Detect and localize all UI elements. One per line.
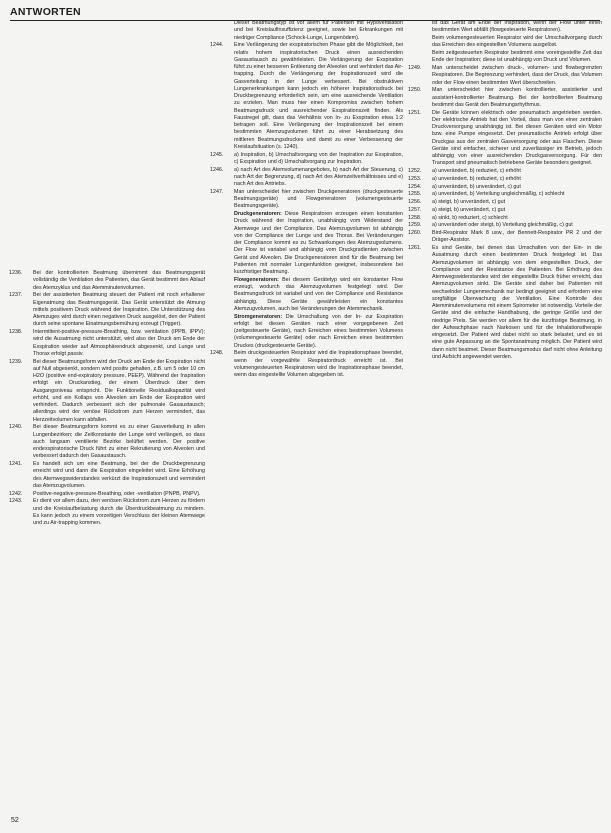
answer-number: 1244. xyxy=(210,42,224,49)
answer-entry xyxy=(408,87,602,109)
answer-text: Beim zeitgesteuerten Respirator bestimmt eine voreingestellte Zeit das Ende der Inspiration; diese ist unabhängig von Druck und Volumen. xyxy=(432,50,602,64)
answer-entry xyxy=(210,167,403,189)
answer-number: 1259. xyxy=(408,222,422,229)
answer-text: Man unterscheidet zwischen druck-, volumen- und flowbegrenzten Respiratoren. Die Begrenzung verhindert, dass der Druck, das Volumen oder der Flow einen bestimmten Wert überschreiten. xyxy=(432,65,602,86)
answer-text: a) unverändert, b) reduziert, c) erhöht xyxy=(432,168,521,174)
answer-subheading: Stromgeneratoren: xyxy=(234,313,283,320)
answer-number: 1247. xyxy=(210,188,224,195)
answer-number: 1237. xyxy=(9,292,23,299)
answer-number: 1258. xyxy=(408,214,422,221)
answer-body: Diese Respiratoren erzeugen einen konstanten Druck während der Inspiration, unabhängig vom Widerstand der Atemwege und der Compliance. Das Atemzugvolumen ist abhängig von der Compliance der Lunge und des Thorax. Bei Veränderungen der Compliance kommt es zu Schwankungen des Atemzugvolumens. Der Flow ist variabel und abhängig vom Druckgradienten zwischen Gerät und Alveolen. Die Druckgeneratoren sind für die Beatmung bei Patienten mit normaler Lungenfunktion geeignet, insbesondere bei kurzfristiger Beatmung. xyxy=(234,211,403,275)
answer-entry xyxy=(9,424,205,460)
answer-text: Bei der kontrollierten Beatmung übernimmt das Beatmungsgerät vollständig die Ventilation des Patienten, das Gerät bestimmt den Ablauf des Atemzyklus und das Atemminutenvolumen. xyxy=(33,270,205,291)
answer-number: 1240. xyxy=(9,424,23,431)
answer-text: a) unverändert, b) unverändert, c) gut xyxy=(432,183,521,190)
page-header: ANTWORTEN xyxy=(10,6,600,21)
answer-text xyxy=(234,314,403,350)
answer-number: 1261. xyxy=(408,245,422,251)
answer-text: Es sind Geräte, bei denen das Umschalten von der Ein- in die Ausatmung durch einen bestimmten Druck festgelegt ist. Das Atemzugvolumen ist abhängig von dem eingestellten Druck, der Compliance und der Resistance des Patienten. Bei Erhöhung des Atemwegswiderstandes wird der eingestellte Druck früher erreicht, das Atemzugvolumen sinkt. Die Geräte sind daher bei Patienten mit wechselnder Lungenmechanik nur bedingt geeignet und erfordern eine sorgfältige Überwachung der Ventilation. Eine Kontrolle des Atemminutenvolumens mit einem Spirometer ist notwendig. Vorteile der Geräte sind die einfache Handhabung, die geringe Größe und der niedrige Preis. Sie werden vor allem für die kurzfristige Beatmung, in der Aufwachphase nach Narkosen und für die Inhalationstherapie eingesetzt. Der Patient wird dabei nicht so stark belastet, und es ist eine gute Anpassung an die Spontanatmung möglich. Der Patient wird dann nicht beatmet. Dieser Beatmungsmodus darf nicht ohne Anleitung und Aufsicht angewendet werden. xyxy=(432,245,602,360)
answer-text: Es handelt sich um eine Beatmung, bei der die Druckbegrenzung erreicht wird und dann die Exspiration eingeleitet wird. Eine Erhöhung des Atemwegswiderstandes verkürzt die Inspirationszeit und vermindert das Atemzugvolumen. xyxy=(33,461,205,489)
answer-number xyxy=(210,211,234,276)
answer-body: Bei diesem Gerätetyp wird ein konstanter Flow erzeugt, wodurch das Atemzugvolumen festgelegt wird. Der Beatmungsdruck ist variabel und von der Compliance und Resistance abhängig. Diese Geräte gewährleisten ein konstantes Atemzugvolumen, auch bei Veränderungen der Atemmechanik. xyxy=(234,276,403,312)
answer-entry xyxy=(9,491,205,498)
answer-entry xyxy=(408,199,602,206)
answer-number: 1236. xyxy=(9,270,23,276)
answer-number: 1243. xyxy=(9,498,23,505)
answer-entry xyxy=(210,314,403,350)
answer-text: a) unverändert oder steigt, b) Verteilung gleichmäßig, c) gut xyxy=(432,222,573,229)
answer-text: a) steigt, b) unverändert, c) gut xyxy=(432,199,506,205)
answers-column-2 xyxy=(210,20,403,380)
answer-text xyxy=(234,211,403,276)
answer-entry xyxy=(210,350,403,379)
answer-text: Die Geräte können elektrisch oder pneumatisch angetrieben werden. Der elektrische Antrieb hat den Vorteil, dass man von einer zentralen Druckversorgung unabhängig ist. Bei diesen Geräten wird ein Motor bzw. eine Pumpe eingesetzt. Der pneumatische Antrieb erfolgt über Druckgas aus der zentralen Gasversorgung oder aus Flaschen. Diese Geräte sind einfacher, sicherer und zuverlässiger im Betrieb, jedoch abhängig von einer ausreichenden Druckgasversorgung. Für den Transport sind pneumatisch betriebene Geräte besonders geeignet. xyxy=(432,109,602,167)
answer-entry xyxy=(9,498,205,527)
answer-number: 1252. xyxy=(408,168,422,174)
answer-entry xyxy=(408,20,602,35)
answer-entry xyxy=(210,20,403,42)
answer-body: Die Umschaltung von der In- zur Exspiration erfolgt bei diesen Geräten nach einer vorgegebenen Zeit (zeitgesteuerte Geräte), nach Erreichen eines bestimmten Volumens (volumengesteuerte Geräte) oder nach Erreichen eines bestimmten Druckes (druckgesteuerte Geräte). xyxy=(234,313,403,349)
answer-number: 1253. xyxy=(408,175,422,182)
answer-entry xyxy=(9,461,205,490)
answer-entry xyxy=(408,191,602,198)
answer-text: Beim volumengesteuerten Respirator wird der Umschaltvorgang durch das Erreichen des eingestellten Volumens ausgelöst. xyxy=(432,35,602,49)
answer-number: 1241. xyxy=(9,461,23,467)
answer-text: a) unverändert, b) Verteilung ungleichmäßig, c) schlecht xyxy=(432,191,565,198)
answer-number xyxy=(408,35,432,50)
answer-entry xyxy=(9,329,205,358)
answer-number: 1256. xyxy=(408,199,422,205)
answer-text: Man unterscheidet hier zwischen kontrollierter, assistierter und assistiert-kontrollierter Beatmung. Bei der kontrollierten Beatmung bestimmt das Gerät den Beatmungsrhythmus. xyxy=(432,87,602,108)
answer-entry xyxy=(408,110,602,168)
answer-number xyxy=(210,20,234,42)
answer-text: Bei der assistierten Beatmung steuert der Patient mit noch erhaltener Eigenatmung das Beatmungsgerät. Das Gerät unterstützt die Atmung mittels positivem Druck während der Inspiration. Die Unterstützung des Atemzuges wird durch einen negativen Druck ausgelöst, den der Patient durch seine spontane Einatmungsbemühung erzeugt (Trigger). xyxy=(33,292,205,328)
answer-text: Bei dieser Beatmungsform wird der Druck am Ende der Exspiration nicht auf Null abgesenkt, sondern wird positiv gehalten, z.B. um 5 oder 10 cm H2O (positive end-expiratory pressure, PEEP). Während der Inspiration erfolgt ein Druckanstieg, der einem Überdruck über dem Ausgangsniveau entspricht. Die Funktionelle Residualkapazität wird erhöht, und ein Kollaps von Alveolen am Ende der Exspiration wird verhindert. Dadurch verbessert sich der pulmonale Gasaustausch; allerdings wird der venöse Rückstrom zum Herzen vermindert, das Herzzeitvolumen kann abfallen. xyxy=(33,358,205,423)
answer-entry xyxy=(210,211,403,276)
answer-number: 1249. xyxy=(408,65,422,71)
answer-text: Positive-negative-pressure-Breathing, oder -ventilation (PNPB, PNPV). xyxy=(33,490,201,497)
answer-number xyxy=(408,20,432,35)
answer-entry xyxy=(408,65,602,87)
answer-number: 1248. xyxy=(210,350,224,357)
answer-entry xyxy=(408,50,602,65)
answer-number xyxy=(210,314,234,350)
answer-text xyxy=(234,277,403,313)
answer-number: 1245. xyxy=(210,151,224,158)
answer-entry xyxy=(9,359,205,424)
answer-text: ist das Gerät am Ende der Inspiration, wenn der Flow unter einen bestimmten Wert abfällt (flowgesteuerte Respiratoren). xyxy=(432,20,602,34)
answer-number: 1255. xyxy=(408,191,422,198)
answer-number: 1250. xyxy=(408,87,422,94)
answer-subheading: Druckgeneratoren: xyxy=(234,211,282,217)
answer-text: Bei dieser Beatmungsform kommt es zu einer Gasverteilung in allen Lungenbezirken; die Zeitkonstante der Lunge wird verlängert, so dass auch langsam ventilierte Bezirke belüftet werden. Der positive endexspiratorische Druck führt zu einer Rekrutierung von Alveolen und verbessert dadurch den Gasaustausch. xyxy=(33,424,205,460)
answer-entry xyxy=(210,42,403,151)
answer-number: 1251. xyxy=(408,109,422,116)
answer-number: 1239. xyxy=(9,358,23,365)
answer-text: Er dient vor allem dazu, den venösen Rückstrom zum Herzen zu fördern und die Kreislaufbelastung durch die Überdruckbeatmung zu mindern. Es kann jedoch zu einem vorzeitigen Verschluss der kleinen Atemwege und zu Air-trapping kommen. xyxy=(33,498,205,526)
answer-number: 1260. xyxy=(408,230,422,236)
answer-entry xyxy=(9,270,205,292)
answer-number: 1254. xyxy=(408,183,422,190)
answer-entry xyxy=(408,215,602,222)
answer-entry xyxy=(408,184,602,191)
answer-text: a) Inspiration, b) Umschaltvorgang von der Inspiration zur Exspiration, c) Exspiration und d) Umschaltvorgang zur Inspiration. xyxy=(234,151,403,165)
answer-entry xyxy=(408,230,602,245)
answer-entry xyxy=(408,207,602,214)
answer-text: a) steigt, b) unverändert, c) gut xyxy=(432,206,506,213)
answer-text: a) nach Art des Atemvolumenangebotes, b) nach Art der Steuerung, c) nach Art der Begrenzung, d) nach Art des Atemzeitverhältnisses und e) nach Art des Antriebs. xyxy=(234,166,403,187)
answer-text: Man unterscheidet hier zwischen Druckgeneratoren (druckgesteuerte Beatmungsgeräte) und Flowgeneratoren (volumengesteuerte Beatmungsgeräte). xyxy=(234,188,403,210)
answer-number xyxy=(408,50,432,65)
answer-text: a) sinkt, b) reduziert, c) schlecht xyxy=(432,214,508,221)
answer-text: a) unverändert, b) reduziert, c) erhöht xyxy=(432,175,521,182)
answer-entry xyxy=(9,292,205,328)
answer-subheading: Flowgeneratoren: xyxy=(234,276,279,283)
answer-number xyxy=(210,277,234,313)
answer-entry xyxy=(408,245,602,361)
answer-entry xyxy=(408,222,602,229)
answer-number: 1246. xyxy=(210,166,224,173)
answer-number: 1242. xyxy=(9,490,23,497)
answer-text: Eine Verlängerung der exspiratorischen Phase gibt die Möglichkeit, bei relativ hohem inspiratorischen Druck einen ausreichenden Gasaustausch zu gewährleisten. Die Verlängerung der Exspiration führt zu einer besseren Entleerung der Alveolen und verhindert das Air-trapping. Durch die Verlängerung der Inspirationszeit wird die Gasverteilung in der Lunge verbessert. Bei obstruktiven Lungenerkrankungen kann jedoch ein höherer Inspirationsdruck bei Druckbegrenzung erforderlich sein, um eine ausreichende Ventilation zu erzielen. Man muss hier einen Kompromiss zwischen hohem Beatmungsdruck und ausreichender Exspirationszeit finden. Als Faustregel gilt, dass das Verhältnis von In- zu Exspiration etwa 1:2 betragen soll. Eine Verlängerung der Inspirationszeit bei einem bestimmten Atemzugvolumen führt zu einer Herabsetzung des mittleren Beatmungsdruckes und damit zu einer Verbesserung der Kreislaufsituation (s. 1240). xyxy=(234,42,403,150)
answers-column-1 xyxy=(9,270,205,528)
answer-text: Beim druckgesteuerten Respirator wird die Inspirationsphase beendet, wenn der vorgewählte Respiratordruck erreicht ist. Bei volumengesteuerten Respiratoren wird die Inspirationsphase beendet, wenn das eingestellte Volumen abgegeben ist. xyxy=(234,350,403,378)
answers-column-3 xyxy=(408,20,602,362)
answer-number: 1257. xyxy=(408,206,422,213)
page-number: 52 xyxy=(11,817,19,824)
answer-entry xyxy=(408,168,602,175)
answer-number: 1238. xyxy=(9,329,23,335)
answer-text: Dieser Beatmungstyp ist vor allem für Patienten mit Hypoventilation und bei Kreislaufinsuffizienz geeignet, sowie bei Erkrankungen mit niedriger Compliance (Schock-Lunge, Lungenödem). xyxy=(234,20,403,41)
answer-text: Intermittent-positive-pressure-Breathing, bzw. ventilation (IPPB, IPPV); wird die Ausatmung nicht unterstützt, wird also der Druck am Ende der Exspiration wieder auf Atmosphärendruck abgesenkt, und Lunge und Thorax erfolgt passiv. xyxy=(33,329,205,357)
answer-text: Bird-Respirator Mark 8 usw., der Bennett-Respirator PR 2 und der Dräger-Assistor. xyxy=(432,230,602,244)
answer-entry xyxy=(408,35,602,50)
answer-entry xyxy=(408,176,602,183)
answer-entry xyxy=(210,277,403,313)
answer-entry xyxy=(210,189,403,211)
answer-entry xyxy=(210,152,403,167)
